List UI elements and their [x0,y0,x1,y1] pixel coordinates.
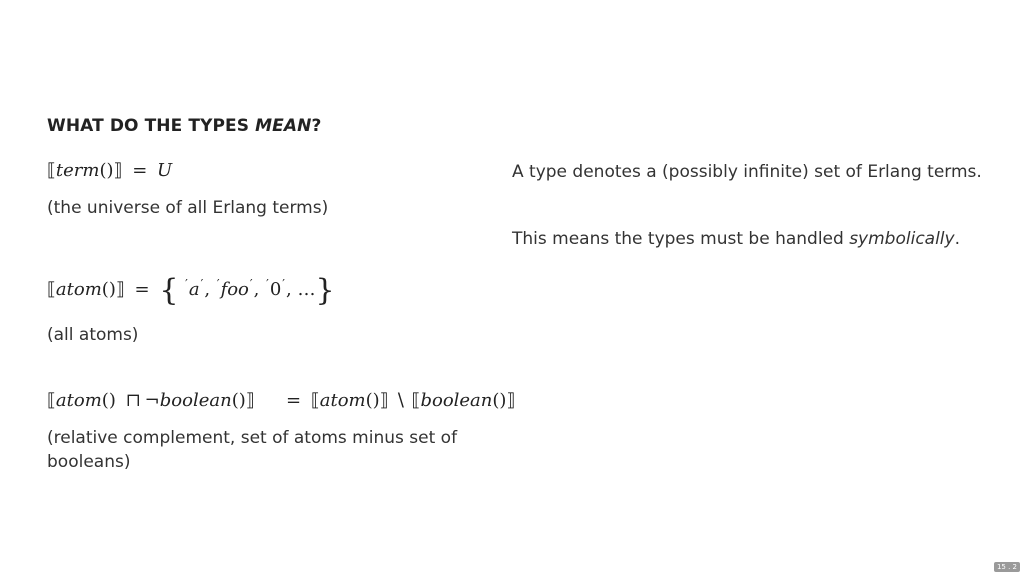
boolean-function: boolean [159,390,232,411]
atom-function: atom [55,390,102,411]
right-text-symbolic [512,227,960,251]
symbolic-emphasis: symbolically [849,229,955,249]
prime-mark: ′ [216,277,220,291]
equals-sign: = [286,390,302,411]
set-minus-symbol: ∖ [394,390,406,411]
semantic-bracket-close: ⟧ [379,390,389,411]
brace-open: { [159,273,179,308]
parens: () [365,390,380,411]
equation-term-universe [47,160,172,181]
equation-relative-complement-caption: (relative complement, set of atoms minus set of booleans) [47,428,458,472]
semantic-bracket-close: ⟧ [113,160,123,181]
parens: () [231,390,246,411]
equation-relative-complement-lhs [47,390,255,411]
semantic-bracket-close: ⟧ [115,279,125,300]
atom-foo: foo [220,279,249,300]
prime-mark: ′ [200,277,204,291]
negation-symbol: ¬ [144,390,160,411]
meet-symbol: ⊓ [125,390,141,411]
comma: , [253,279,260,300]
prime-mark: ′ [185,277,188,291]
right-text-denotation: A type denotes a (possibly infinite) set of Erlang terms. [512,162,982,182]
semantic-bracket-open: ⟦ [47,279,56,300]
universe-symbol: U [157,160,173,181]
comma: , [286,279,292,300]
parens: () [492,390,507,411]
symbolic-prefix: This means the types must be handled [512,229,850,249]
semantic-bracket-open: ⟦ [47,390,56,411]
slide-title [47,116,321,136]
brace-close: } [315,273,335,308]
prime-mark: ′ [266,277,269,291]
title-emphasis: MEAN [255,116,312,136]
equation-term-caption: (the universe of all Erlang terms) [47,198,329,218]
semantic-bracket-open: ⟦ [47,160,56,181]
equation-relative-complement-rhs [282,390,515,411]
symbolic-suffix: . [954,229,960,249]
page-number: 15 . 2 [994,562,1020,572]
parens: () [99,160,114,181]
parens: () [101,279,116,300]
atom-function: atom [319,390,366,411]
term-function: term [55,160,100,181]
atom-function: atom [55,279,102,300]
equals-sign: = [132,160,148,181]
semantic-bracket-open: ⟦ [411,390,421,411]
atom-zero: 0 [269,279,282,300]
boolean-function: boolean [420,390,493,411]
equation-atom-caption: (all atoms) [47,325,139,345]
prime-mark: ′ [282,277,286,291]
atom-a: a [188,279,200,300]
semantic-bracket-open: ⟦ [310,390,320,411]
parens: () [101,390,116,411]
semantic-bracket-close: ⟧ [245,390,255,411]
semantic-bracket-close: ⟧ [506,390,516,411]
equals-sign: = [134,279,150,300]
title-suffix: ? [311,116,322,136]
comma: , [204,279,211,300]
prime-mark: ′ [249,277,253,291]
title-prefix: WHAT DO THE TYPES [47,116,256,136]
equation-atom-set [47,273,335,308]
ellipsis: … [297,279,316,300]
